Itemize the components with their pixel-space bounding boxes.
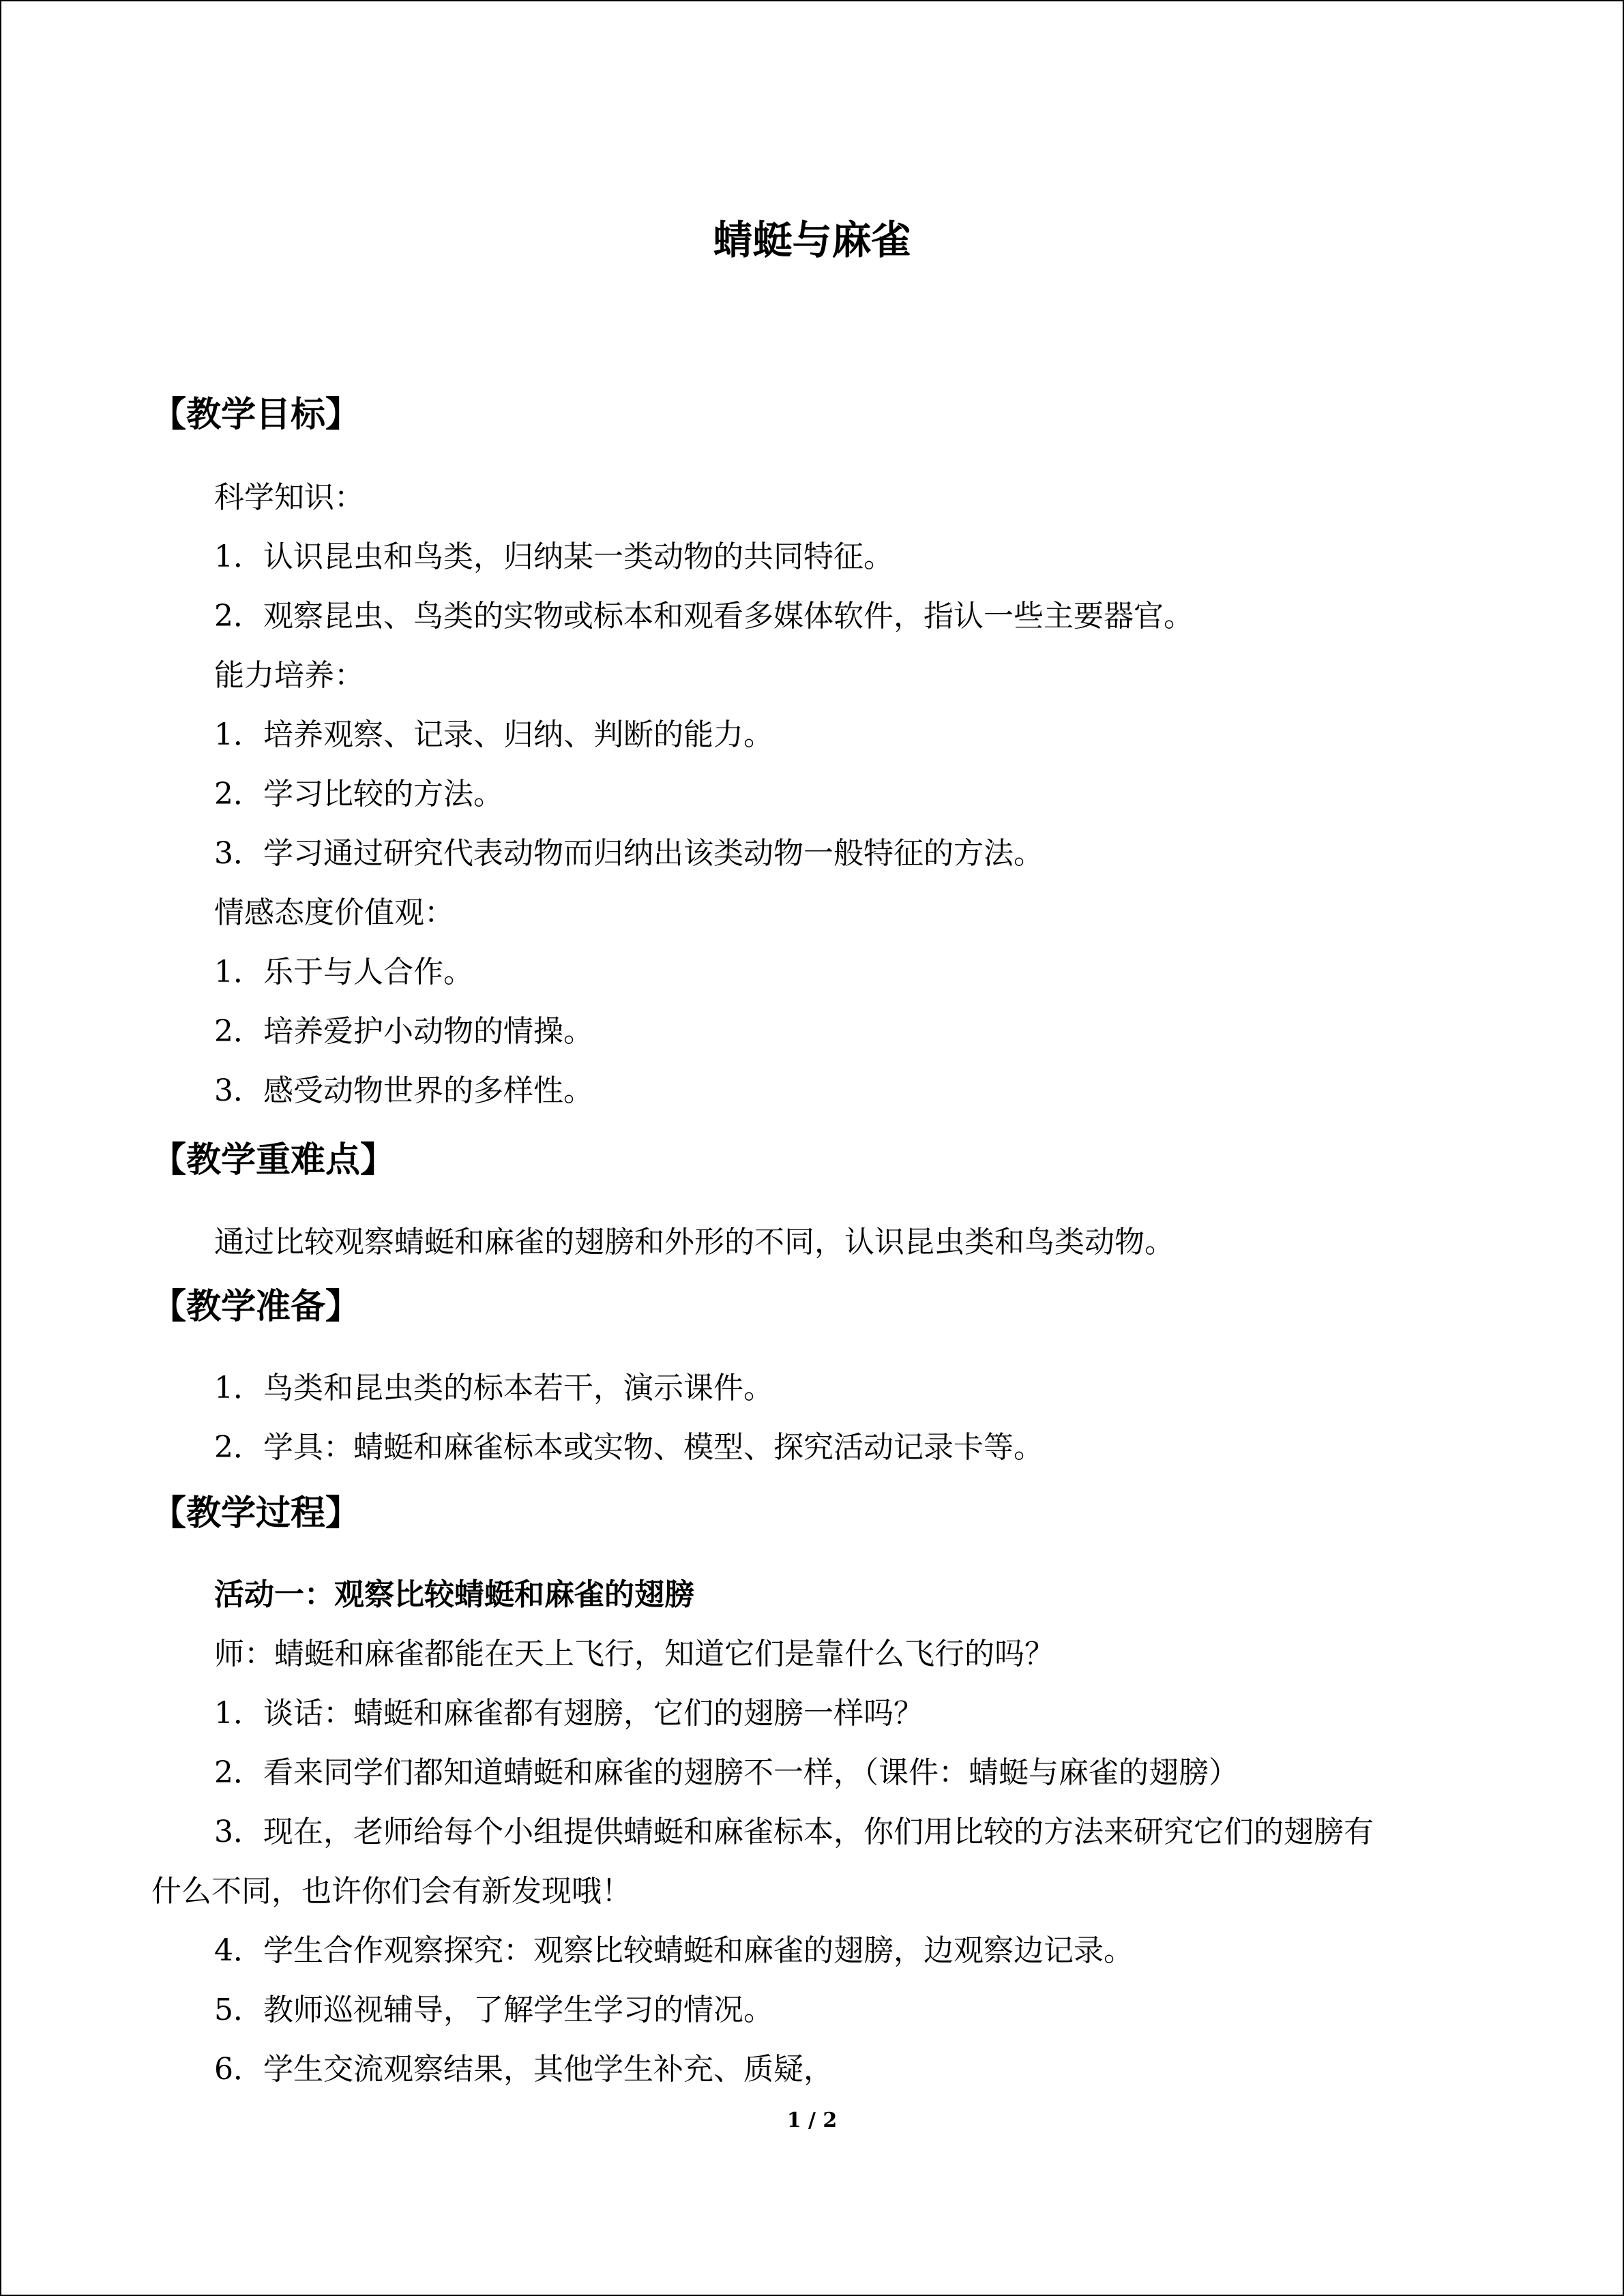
paragraph: 4．学生合作观察探究：观察比较蜻蜓和麻雀的翅膀，边观察边记录。 [214,1933,1134,1968]
section-heading-process: 【教学过程】 [151,1493,361,1534]
page-number: 1 / 2 [786,2108,838,2132]
paragraph: 5．教师巡视辅导，了解学生学习的情况。 [214,1993,773,2027]
paragraph: 2．学习比较的方法。 [214,777,503,811]
paragraph: 科学知识： [214,480,364,515]
page-title: 蜻蜓与麻雀 [713,217,911,263]
paragraph: 1．乐于与人合作。 [214,955,473,989]
activity-subheading: 活动一：观察比较蜻蜓和麻雀的翅膀 [214,1577,694,1612]
paragraph: 3．现在，老师给每个小组提供蜻蜓和麻雀标本，你们用比较的方法来研究它们的翅膀有 [214,1815,1374,1849]
paragraph: 2．看来同学们都知道蜻蜓和麻雀的翅膀不一样，（课件：蜻蜓与麻雀的翅膀） [214,1755,1239,1790]
paragraph: 1．鸟类和昆虫类的标本若干，演示课件。 [214,1371,773,1405]
paragraph: 2．观察昆虫、鸟类的实物或标本和观看多媒体软件，指认一些主要器官。 [214,599,1194,633]
paragraph-continuation: 什么不同，也许你们会有新发现哦！ [151,1874,632,1909]
paragraph: 2．培养爱护小动物的情操。 [214,1014,593,1049]
section-heading-preparation: 【教学准备】 [151,1287,361,1327]
section-heading-key-points: 【教学重难点】 [151,1140,396,1180]
paragraph: 1．谈话：蜻蜓和麻雀都有翅膀，它们的翅膀一样吗？ [214,1696,924,1731]
paragraph: 2．学具：蜻蜓和麻雀标本或实物、模型、探究活动记录卡等。 [214,1430,1044,1465]
paragraph: 3．学习通过研究代表动物而归纳出该类动物一般特征的方法。 [214,836,1044,871]
paragraph: 师：蜻蜓和麻雀都能在天上飞行，知道它们是靠什么飞行的吗？ [214,1637,1054,1671]
paragraph: 能力培养： [214,658,364,693]
paragraph: 3．感受动物世界的多样性。 [214,1073,593,1108]
paragraph: 6．学生交流观察结果，其他学生补充、质疑， [214,2052,833,2087]
paragraph: 情感态度价值观： [214,895,454,930]
paragraph: 1．认识昆虫和鸟类，归纳某一类动物的共同特征。 [214,539,894,574]
paragraph: 1．培养观察、记录、归纳、判断的能力。 [214,717,773,752]
paragraph: 通过比较观察蜻蜓和麻雀的翅膀和外形的不同，认识昆虫类和鸟类动物。 [214,1225,1175,1259]
section-heading-teaching-goals: 【教学目标】 [151,395,361,435]
